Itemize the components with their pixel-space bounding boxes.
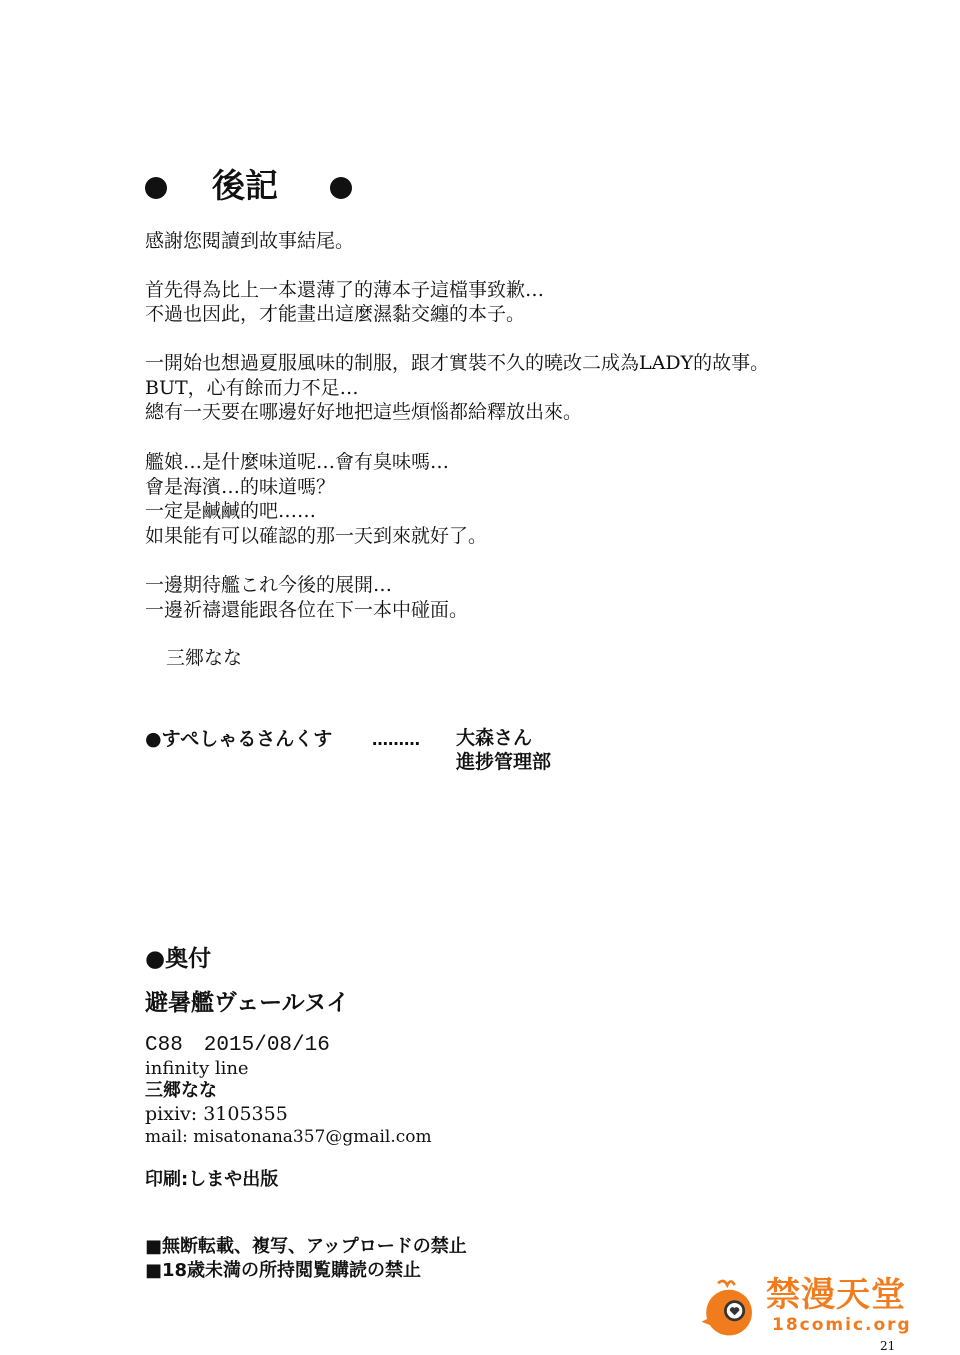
book-title: 避暑艦ヴェールヌイ	[145, 990, 350, 1016]
text-line: 首先得為比上一本還薄了的薄本子這檔事致歉…	[145, 279, 545, 301]
text-line: 會是海濱…的味道嗎？	[145, 476, 336, 498]
colophon-heading: ●奥付	[145, 946, 212, 972]
bullet-icon	[330, 177, 352, 199]
text-line: 不過也因此，才能畫出這麼濕黏交纏的本子。	[145, 303, 526, 325]
text-line: BUT，心有餘而力不足…	[145, 377, 359, 399]
mascot-icon	[698, 1276, 762, 1340]
watermark-url: 18comic.org	[772, 1315, 912, 1335]
printer: 印刷:しまや出版	[145, 1169, 279, 1190]
special-thanks-label: ●すぺしゃるさんくす	[145, 728, 333, 750]
text-line: 總有一天要在哪邊好好地把這些煩惱都給釋放出來。	[145, 401, 583, 423]
text-line: 感謝您閱讀到故事結尾。	[145, 230, 355, 252]
event-date: C88 2015/08/16	[145, 1034, 330, 1057]
watermark-logo	[698, 1276, 928, 1340]
text-line: 一邊期待艦これ今後的展開…	[145, 574, 393, 596]
watermark-name: 禁漫天堂	[766, 1275, 906, 1315]
text-line: 艦娘…是什麼味道呢…會有臭味嗎…	[145, 451, 450, 473]
thanks-name: 進捗管理部	[456, 751, 552, 773]
afterword-title: 後記	[212, 166, 278, 205]
circle-name: infinity line	[145, 1058, 249, 1079]
text-line: 如果能有可以確認的那一天到來就好了。	[145, 525, 488, 547]
pixiv-id: pixiv: 3105355	[145, 1103, 288, 1125]
mail-address: mail: misatonana357@gmail.com	[145, 1127, 432, 1147]
leader-dots: ………	[372, 730, 420, 749]
text-line: 一開始也想過夏服風味的制服，跟才實裝不久的曉改二成為LADY的故事。	[145, 352, 770, 374]
page-number: 21	[880, 1339, 896, 1353]
notice: ■無断転載、複写、アップロードの禁止	[145, 1236, 467, 1257]
text-line: 一定是鹹鹹的吧……	[145, 500, 317, 522]
notice: ■18歳未満の所持閲覧購読の禁止	[145, 1260, 422, 1281]
signature: 三郷なな	[166, 647, 243, 669]
text-line: 一邊祈禱還能跟各位在下一本中碰面。	[145, 599, 469, 621]
bullet-icon	[145, 177, 167, 199]
thanks-name: 大森さん	[456, 727, 533, 749]
author-name: 三郷なな	[145, 1080, 217, 1101]
